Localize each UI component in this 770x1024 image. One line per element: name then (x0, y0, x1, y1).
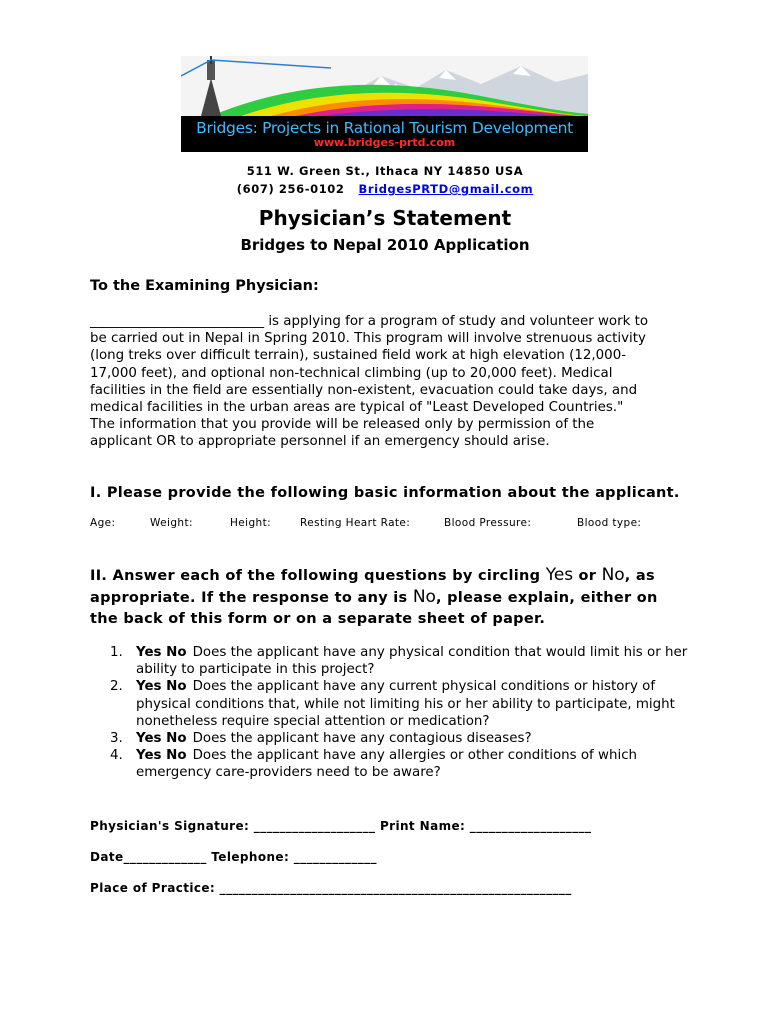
yes-no-choice[interactable]: Yes No (136, 679, 187, 695)
date-telephone-line[interactable]: Date_____________ Telephone: _____________ (90, 850, 377, 864)
question-number: 1. (110, 645, 123, 660)
intro-text: __________________________ is applying for a program of study and volunteer work to be carried out in Nepal in Spring 2010. This program will involve strenuous activity (long treks over difficult terrain), sustained field work at high elevation (12,000-17,000 feet), and optional non-technical climbing (up to 20,000 feet). Medical facilities in the field are essentially non-existent, evacuation could take days, and medical facilities in the urban areas are typical of "Least Developed Countries." (90, 314, 649, 416)
banner-logo (181, 56, 588, 152)
field-resting-heart-rate: Resting Heart Rate: (300, 517, 411, 529)
signature-line[interactable]: Physician's Signature: ___________________ Print Name: ___________________ (90, 819, 592, 833)
yes-word: Yes (545, 565, 574, 585)
page-title: Physician’s Statement (258, 206, 512, 230)
question-list (110, 644, 690, 782)
field-weight: Weight: (150, 517, 193, 529)
section-2-heading (90, 565, 680, 630)
section-1-heading: I. Please provide the following basic information about the applicant. (90, 485, 680, 501)
question-text: Does the applicant have any allergies or other conditions of which emergency care-providers need to be aware? (136, 748, 638, 781)
question-text: Does the applicant have any contagious diseases? (192, 731, 532, 747)
question-number: 2. (110, 679, 123, 695)
section-2-text-b: , as appropriate. If the response to any is (90, 568, 655, 606)
intro-paragraph (90, 313, 660, 451)
question-text: Does the applicant have any physical condition that would limit his or her ability to participate in this project? (136, 645, 688, 678)
contact-line (0, 180, 770, 198)
basic-info-fields (90, 517, 690, 531)
no-word: No (601, 565, 625, 585)
field-blood-type: Blood type: (577, 517, 642, 529)
question-text: Does the applicant have any current physical conditions or history of physical conditions that, while not limiting his or her ability to participate, might nonetheless require special attention or medication? (136, 679, 675, 729)
privacy-text: The information that you provide will be released only by permission of the applicant OR to appropriate personnel if an emergency should arise. (90, 417, 595, 450)
yes-no-choice[interactable]: Yes No (136, 645, 187, 660)
field-blood-pressure: Blood Pressure: (444, 517, 532, 529)
yes-no-choice[interactable]: Yes No (136, 748, 187, 764)
section-2-text-c: , please explain, either on the back of this form or on a separate sheet of paper. (90, 590, 658, 627)
section-2-text-a: II. Answer each of the following questions by circling (90, 568, 546, 584)
place-of-practice-line[interactable]: Place of Practice: _______________________________________________________ (90, 881, 572, 895)
question-number: 3. (110, 731, 123, 747)
email-link[interactable]: BridgesPRTD@gmail.com (358, 182, 534, 196)
question-number: 4. (110, 748, 123, 764)
question-item (110, 747, 690, 781)
field-height: Height: (230, 517, 272, 529)
street-address: 511 W. Green St., Ithaca NY 14850 USA (246, 164, 524, 178)
no-word-2: No (412, 587, 436, 607)
question-item (110, 730, 690, 747)
question-item (110, 678, 690, 730)
or-word: or (573, 568, 602, 584)
page-subtitle: Bridges to Nepal 2010 Application (240, 236, 530, 254)
banner-url: www.bridges-prtd.com (313, 136, 456, 149)
question-item (110, 644, 690, 678)
exam-heading: To the Examining Physician: (90, 278, 319, 294)
phone-number: (607) 256-0102 (236, 182, 345, 196)
field-age: Age: (90, 517, 116, 529)
address-block (0, 162, 770, 198)
banner-title: Bridges: Projects in Rational Tourism Development (196, 119, 573, 137)
yes-no-choice[interactable]: Yes No (136, 731, 187, 747)
